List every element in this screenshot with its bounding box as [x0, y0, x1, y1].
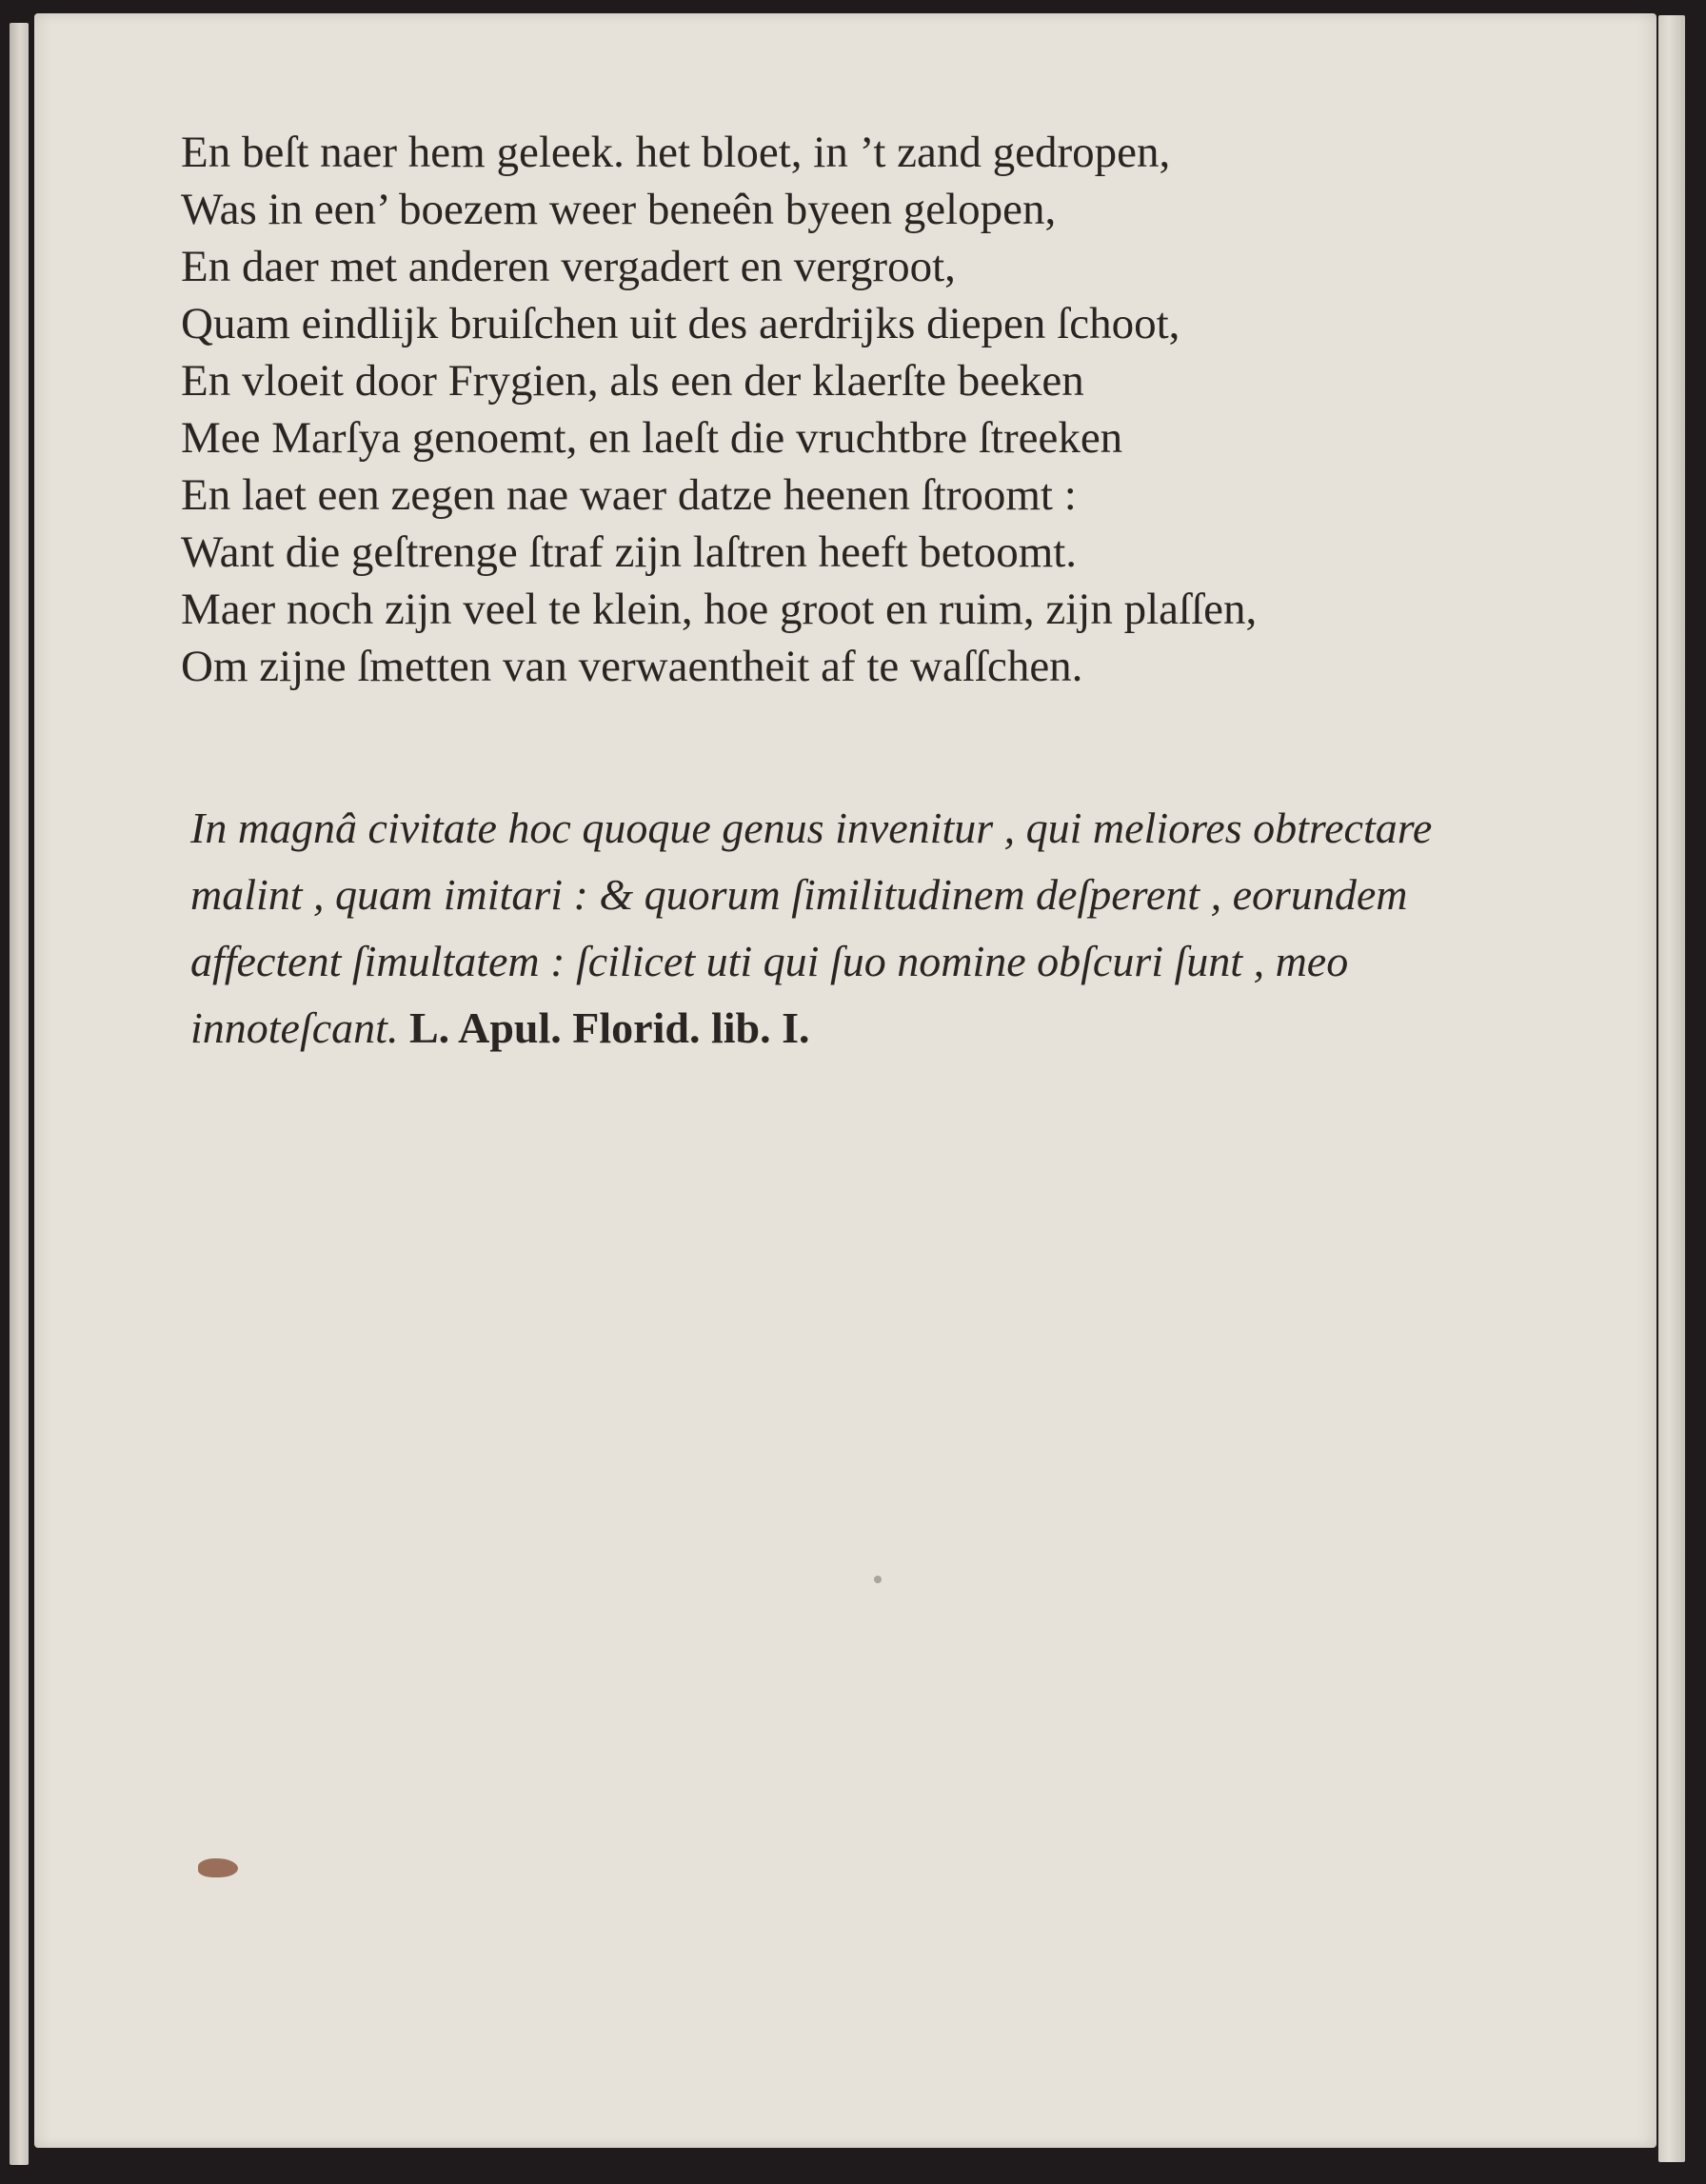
- latin-quote-block: [190, 795, 1457, 1062]
- verse-line: En beſt naer hem geleek. het bloet, in ’t zand gedropen,: [181, 128, 1171, 177]
- ink-stain: [198, 1858, 238, 1877]
- right-page-edge: [1658, 15, 1685, 2162]
- paper-speck: [874, 1576, 882, 1583]
- verse-line: Maer noch zijn veel te klein, hoe groot en ruim, zijn plaſſen,: [181, 585, 1258, 634]
- verse-line: En vloeit door Frygien, als een der klaerſte beeken: [181, 356, 1084, 406]
- verse-line: Om zijne ſmetten van verwaentheit af te waſſchen.: [181, 642, 1083, 691]
- verse-line: Want die geſtrenge ſtraf zijn laſtren heeft betoomt.: [181, 527, 1078, 577]
- quote-attribution: L. Apul. Florid. lib. I.: [408, 1003, 810, 1052]
- left-page-edge: [10, 23, 29, 2165]
- verse-line: En laet een zegen nae waer datze heenen ſtroomt :: [181, 470, 1077, 520]
- verse-line: Mee Marſya genoemt, en laeſt die vruchtbre ſtreeken: [181, 413, 1123, 463]
- verse-block: [181, 124, 1495, 695]
- latin-quote-text: In magnâ civitate hoc quoque genus invenitur , qui meliores obtrectare malint , quam imitari : & quorum ſimilitudinem deſperent , eorundem affectent ſimultatem : ſcilicet uti qui ſuo nomine obſcuri ſunt , meo innoteſcant.: [190, 804, 1433, 1052]
- verse-line: En daer met anderen vergadert en vergroot,: [181, 242, 956, 291]
- verse-line: Was in een’ boezem weer beneên byeen gelopen,: [181, 185, 1057, 234]
- verse-line: Quam eindlijk bruiſchen uit des aerdrijks diepen ſchoot,: [181, 299, 1180, 348]
